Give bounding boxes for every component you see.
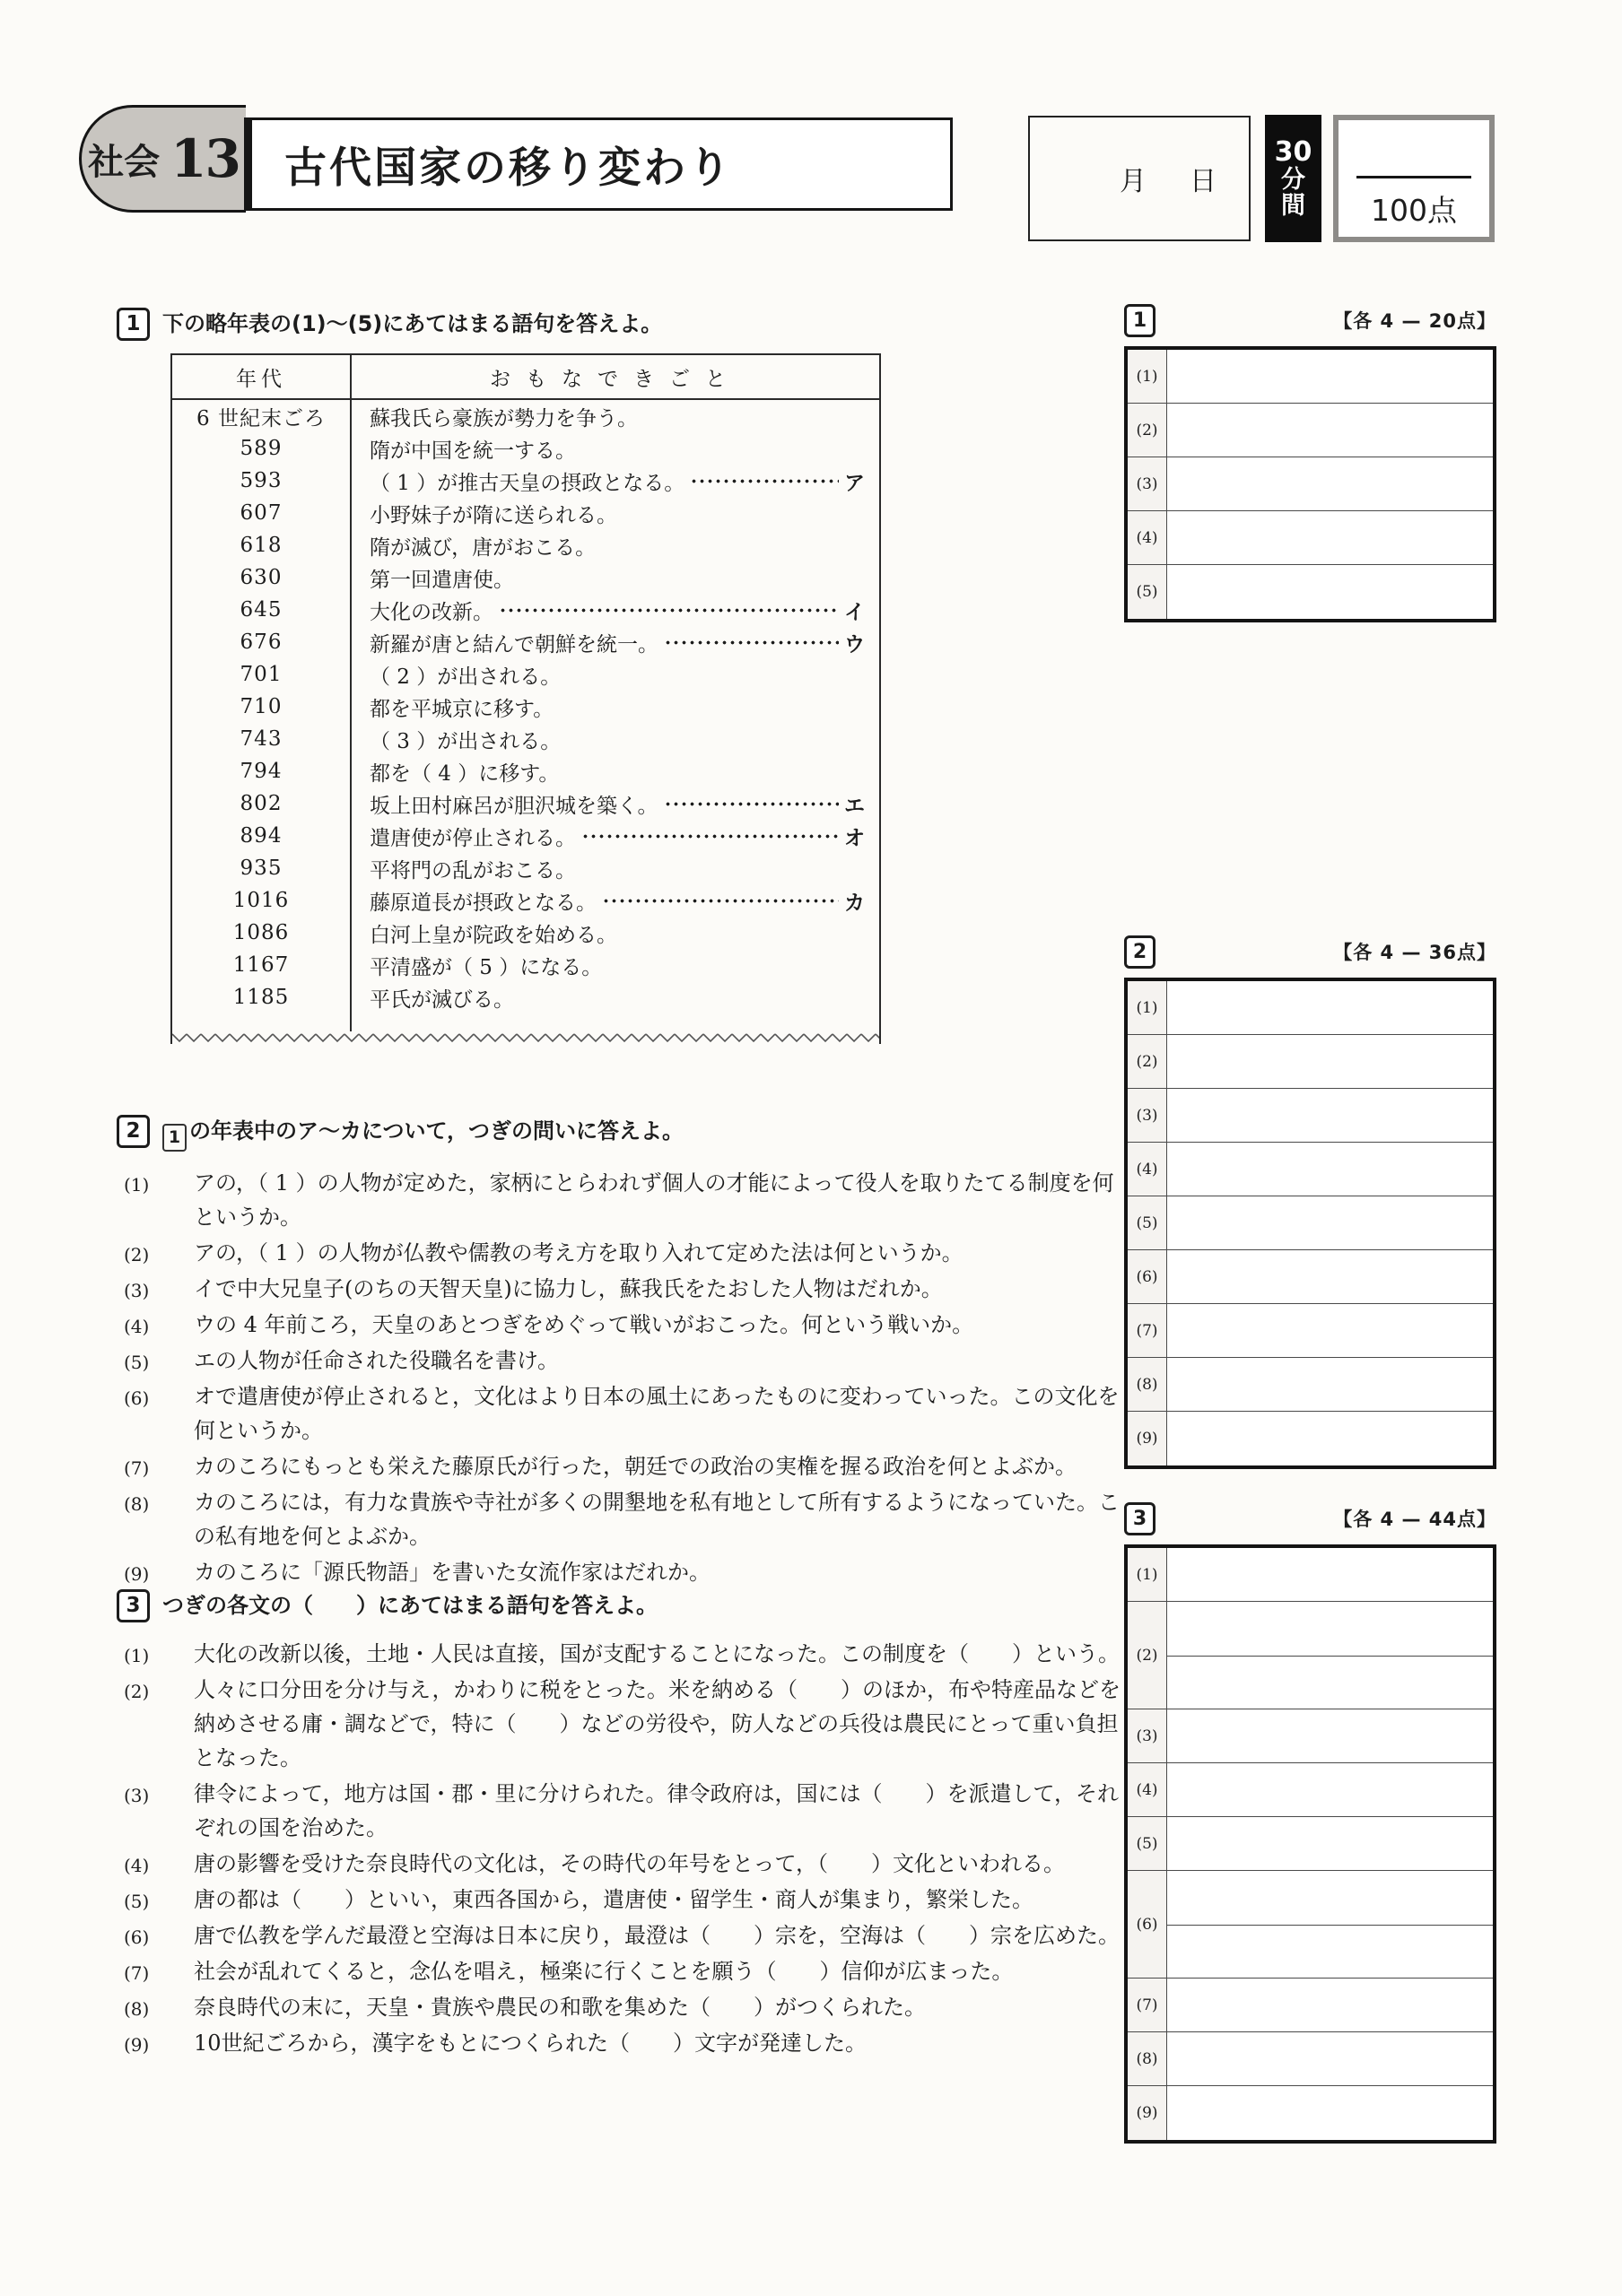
question — [117, 1344, 1127, 1378]
timeline-event — [352, 981, 879, 1013]
timeline-row — [172, 561, 879, 594]
section-2 — [117, 1115, 1127, 1591]
question-text: エの人物が任命された役職名を書け。 — [194, 1348, 560, 1373]
timeline-event — [352, 658, 879, 691]
answer-box-2-score: 【各 4 — 36点】 — [1333, 942, 1496, 963]
answer-cell[interactable] — [1167, 1817, 1493, 1870]
dotted-leader — [664, 801, 839, 807]
question-text: 唐の影響を受けた奈良時代の文化は，その時代の年号をとって，（ ）文化といわれる。 — [194, 1851, 1066, 1876]
answer-row-label: (7) — [1128, 1304, 1167, 1357]
question-text: アの，（ 1 ）の人物が定めた，家柄にとらわれず個人の才能によって役人を取りたてる制度を何というか。 — [194, 1170, 1114, 1230]
section-3-prompt: つぎの各文の（ ）にあてはまる語句を答えよ。 — [162, 1593, 658, 1618]
question — [117, 1883, 1127, 1917]
answer-cell[interactable] — [1167, 350, 1493, 403]
question-number: (9) — [124, 2034, 150, 2056]
answer-row-label: (5) — [1128, 565, 1167, 619]
answer-row — [1128, 1304, 1493, 1358]
answer-cell[interactable] — [1167, 1412, 1493, 1465]
question — [117, 2026, 1127, 2060]
section-3 — [117, 1589, 1127, 2062]
question — [117, 1308, 1127, 1342]
timeline-row — [172, 691, 879, 723]
question — [117, 1777, 1127, 1845]
title-box — [244, 117, 953, 211]
timeline-row — [172, 981, 879, 1013]
question-text: 奈良時代の末に，天皇・貴族や農民の和歌を集めた（ ）がつくられた。 — [194, 1995, 926, 2020]
subject-pill — [79, 105, 246, 213]
answer-row-label: (2) — [1128, 1035, 1167, 1088]
timeline-row — [172, 787, 879, 820]
timeline-event-text: 第一回遣唐使。 — [370, 568, 514, 592]
question-number: (3) — [124, 1280, 150, 1301]
answer-box-2 — [1124, 935, 1496, 1469]
answer-box-1 — [1124, 303, 1496, 622]
timeline-event-text: 平将門の乱がおこる。 — [370, 858, 576, 883]
answer-box-3-score: 【各 4 — 44点】 — [1333, 1509, 1496, 1530]
timeline-event — [352, 400, 879, 432]
timeline-event-text: 平氏が滅びる。 — [370, 987, 514, 1012]
question-number: (3) — [124, 1785, 150, 1806]
section-2-questions — [117, 1166, 1127, 1589]
timeline-event — [352, 884, 879, 917]
section-2-prompt-line — [162, 1115, 684, 1152]
timeline-event-text: 都を平城京に移す。 — [370, 697, 554, 721]
timeline-table — [170, 353, 881, 1044]
answer-cell[interactable] — [1167, 2086, 1493, 2140]
answer-row — [1128, 1412, 1493, 1465]
timeline-year: 645 — [172, 594, 352, 626]
answer-row-label: (4) — [1128, 1143, 1167, 1196]
section-3-questions — [117, 1637, 1127, 2060]
answer-cell[interactable] — [1167, 457, 1493, 510]
timeline-year: 6 世紀末ごろ — [172, 400, 352, 432]
timeline-year: 607 — [172, 497, 352, 529]
timeline-event — [352, 594, 879, 626]
timeline-year: 1185 — [172, 981, 352, 1013]
timeline-event-text: 遣唐使が停止される。 — [370, 826, 576, 850]
timeline-ref-letter: ウ — [844, 632, 865, 657]
timeline-event-text: 新羅が唐と結んで朝鮮を統一。 — [370, 632, 658, 657]
answer-cell[interactable] — [1167, 981, 1493, 1034]
answer-box-2-header — [1124, 935, 1496, 969]
timeline-event-text: （ 2 ）が出される。 — [370, 665, 562, 689]
timeline-event — [352, 626, 879, 658]
section-3-header — [117, 1589, 1127, 1622]
section-2-prompt: の年表中のア〜カについて，つぎの問いに答えよ。 — [189, 1118, 685, 1144]
timeline-row — [172, 820, 879, 852]
timeline-event-text: 隋が滅び，唐がおこる。 — [370, 535, 597, 560]
timeline-event — [352, 691, 879, 723]
question — [117, 1847, 1127, 1881]
question — [117, 1485, 1127, 1553]
answer-row — [1128, 1035, 1493, 1089]
answer-cell[interactable] — [1167, 1304, 1493, 1357]
question-number: (8) — [124, 1493, 150, 1515]
answer-box-3-table — [1124, 1544, 1496, 2144]
timeline-event-text: 都を（ 4 ）に移す。 — [370, 761, 560, 786]
question-number: (7) — [124, 1457, 150, 1479]
timeline-col-year-header: 年代 — [172, 355, 352, 398]
answer-box-3 — [1124, 1501, 1496, 2144]
question-text: 人々に口分田を分け与え，かわりに税をとった。米を納める（ ）のほか，布や特産品などを納めさせる庸・調などで，特に（ ）などの労役や，防人などの兵役は農民にとって重い負担となった。 — [194, 1677, 1121, 1770]
timeline-row — [172, 594, 879, 626]
answer-row-label: (9) — [1128, 1412, 1167, 1465]
question — [117, 1954, 1127, 1988]
section-1-prompt: 下の略年表の(1)〜(5)にあてはまる語句を答えよ。 — [162, 311, 663, 336]
timeline-row — [172, 917, 879, 949]
answer-row-label: (6) — [1128, 1871, 1167, 1978]
timeline-event-text: 蘇我氏ら豪族が勢力を争う。 — [370, 406, 638, 430]
timeline-year: 593 — [172, 465, 352, 497]
answer-box-3-number: 3 — [1124, 1502, 1155, 1535]
timeline-spacer — [172, 1013, 879, 1031]
question-number: (9) — [124, 1563, 150, 1585]
timeline-row — [172, 497, 879, 529]
timeline-event — [352, 723, 879, 755]
question-number: (8) — [124, 1998, 150, 2020]
question-number: (6) — [124, 1926, 150, 1948]
answer-box-1-table — [1124, 346, 1496, 622]
timeline-row — [172, 529, 879, 561]
answer-row — [1128, 565, 1493, 619]
answer-cell[interactable] — [1167, 1196, 1493, 1249]
question-text: 社会が乱れてくると，念仏を唱え，極楽に行くことを願う（ ）信仰が広まった。 — [194, 1959, 1014, 1984]
question — [117, 1637, 1127, 1671]
question-number: (4) — [124, 1316, 150, 1337]
timeline-row — [172, 658, 879, 691]
timeline-event-text: 小野妹子が隋に送られる。 — [370, 503, 617, 527]
answer-row — [1128, 1089, 1493, 1143]
timeline-event — [352, 787, 879, 820]
timeline-table-wrap — [170, 353, 881, 1044]
section-3-number-box: 3 — [117, 1589, 150, 1622]
timeline-year: 630 — [172, 561, 352, 594]
answer-cell[interactable] — [1167, 1602, 1493, 1709]
dotted-leader — [690, 478, 839, 484]
timeline-year: 1086 — [172, 917, 352, 949]
answer-row-label: (2) — [1128, 1602, 1167, 1709]
answer-row — [1128, 1979, 1493, 2032]
answer-cell-divider — [1167, 1656, 1493, 1657]
answer-row-label: (1) — [1128, 350, 1167, 403]
timeline-event-text: 平清盛が（ 5 ）になる。 — [370, 955, 603, 979]
answer-row — [1128, 1871, 1493, 1979]
timeline-year: 802 — [172, 787, 352, 820]
answer-box-2-table — [1124, 978, 1496, 1469]
answer-row — [1128, 1358, 1493, 1412]
answer-row — [1128, 1709, 1493, 1763]
answer-row — [1128, 350, 1493, 404]
day-label: 日 — [1190, 166, 1216, 197]
question-text: カのころにもっとも栄えた藤原氏が行った，朝廷での政治の実権を握る政治を何とよぶか。 — [194, 1454, 1077, 1479]
timeline-year: 589 — [172, 432, 352, 465]
timeline-row — [172, 400, 879, 432]
question — [117, 1236, 1127, 1270]
answer-cell[interactable] — [1167, 565, 1493, 619]
dotted-leader — [602, 898, 839, 904]
question — [117, 1272, 1127, 1306]
question-number: (2) — [124, 1681, 150, 1702]
answer-cell[interactable] — [1167, 1709, 1493, 1762]
answer-row-label: (8) — [1128, 1358, 1167, 1411]
timeline-rows — [172, 400, 879, 1013]
answer-cell[interactable] — [1167, 1035, 1493, 1088]
answer-row — [1128, 1817, 1493, 1871]
answer-cell[interactable] — [1167, 2032, 1493, 2085]
timeline-row — [172, 852, 879, 884]
timeline-divider-stub — [172, 1013, 352, 1031]
timeline-event-text: （ 1 ）が推古天皇の摂政となる。 — [370, 471, 685, 495]
answer-cell[interactable] — [1167, 1871, 1493, 1978]
question-number: (1) — [124, 1174, 150, 1196]
answer-row-label: (1) — [1128, 1548, 1167, 1601]
answer-box-3-header — [1124, 1501, 1496, 1535]
timeline-year: 676 — [172, 626, 352, 658]
question — [117, 1990, 1127, 2024]
timeline-event — [352, 820, 879, 852]
question — [117, 1555, 1127, 1589]
month-label: 月 — [1120, 166, 1147, 197]
timeline-row — [172, 723, 879, 755]
timeline-header-row — [172, 355, 879, 400]
answer-row — [1128, 457, 1493, 511]
section-2-number-box: 2 — [117, 1115, 150, 1148]
answer-row — [1128, 1143, 1493, 1196]
answer-box-2-number: 2 — [1124, 935, 1155, 969]
question-text: オで遣唐使が停止されると，文化はより日本の風土にあったものに変わっていった。この文化を何というか。 — [194, 1384, 1120, 1443]
score-box[interactable] — [1333, 115, 1495, 242]
timeline-year: 710 — [172, 691, 352, 723]
timeline-ref-letter: ア — [844, 471, 865, 495]
answer-row-label: (5) — [1128, 1817, 1167, 1870]
answer-row-label: (2) — [1128, 404, 1167, 457]
question-text: カのころには，有力な貴族や寺社が多くの開墾地を私有地として所有するようになっていた。この私有地を何とよぶか。 — [194, 1490, 1120, 1549]
question-text: アの，（ 1 ）の人物が仏教や儒教の考え方を取り入れて定めた法は何というか。 — [194, 1240, 964, 1265]
answer-cell[interactable] — [1167, 1250, 1493, 1303]
answer-cell[interactable] — [1167, 511, 1493, 564]
question — [117, 1449, 1127, 1483]
time-limit-badge — [1265, 115, 1321, 242]
score-total-label: 100点 — [1371, 193, 1457, 228]
timeline-row — [172, 432, 879, 465]
subject-number: 13 — [170, 128, 240, 189]
question-text: カのころに「源氏物語」を書いた女流作家はだれか。 — [194, 1560, 711, 1585]
timeline-event — [352, 755, 879, 787]
timeline-event — [352, 561, 879, 594]
timeline-event — [352, 949, 879, 981]
question-number: (1) — [124, 1645, 150, 1666]
timeline-year: 743 — [172, 723, 352, 755]
score-entry-line — [1356, 176, 1471, 178]
timeline-year: 701 — [172, 658, 352, 691]
timeline-row — [172, 626, 879, 658]
time-limit-unit-2: 間 — [1281, 192, 1305, 221]
answer-row-label: (3) — [1128, 1709, 1167, 1762]
timeline-year: 1016 — [172, 884, 352, 917]
answer-row — [1128, 1548, 1493, 1602]
timeline-event-text: 白河上皇が院政を始める。 — [370, 923, 617, 947]
section-2-header — [117, 1115, 1127, 1152]
section-1-number-box: 1 — [117, 308, 150, 341]
section-1-reference-box: 1 — [162, 1124, 187, 1152]
answer-row-label: (7) — [1128, 1979, 1167, 2031]
answer-row-label: (3) — [1128, 457, 1167, 510]
question-number: (4) — [124, 1855, 150, 1876]
timeline-event — [352, 852, 879, 884]
question — [117, 1918, 1127, 1952]
answer-row — [1128, 1250, 1493, 1304]
timeline-event-text: （ 3 ）が出される。 — [370, 729, 562, 753]
question-number: (7) — [124, 1962, 150, 1984]
timeline-event — [352, 917, 879, 949]
timeline-event-text: 坂上田村麻呂が胆沢城を築く。 — [370, 794, 658, 818]
page-title: 古代国家の移り変わり — [284, 143, 733, 193]
timeline-event — [352, 497, 879, 529]
timeline-year: 794 — [172, 755, 352, 787]
answer-row — [1128, 2032, 1493, 2086]
timeline-row — [172, 949, 879, 981]
answer-row — [1128, 981, 1493, 1035]
timeline-row — [172, 755, 879, 787]
answer-row-label: (1) — [1128, 981, 1167, 1034]
question — [117, 1379, 1127, 1448]
answer-row-label: (4) — [1128, 511, 1167, 564]
answer-row — [1128, 404, 1493, 457]
question-number: (2) — [124, 1244, 150, 1265]
question-text: 大化の改新以後，土地・人民は直接，国が支配することになった。この制度を（ ）という。 — [194, 1641, 1120, 1666]
question-text: 唐の都は（ ）といい，東西各国から，遣唐使・留学生・商人が集まり，繁栄した。 — [194, 1887, 1033, 1912]
timeline-event — [352, 465, 879, 497]
question-number: (5) — [124, 1891, 150, 1912]
answer-row — [1128, 1196, 1493, 1250]
timeline-event-text: 藤原道長が摂政となる。 — [370, 891, 597, 915]
answer-row-label: (6) — [1128, 1250, 1167, 1303]
answer-row — [1128, 2086, 1493, 2140]
subject-label: 社会 — [88, 141, 161, 183]
answer-row-label: (3) — [1128, 1089, 1167, 1142]
answer-box-1-score: 【各 4 — 20点】 — [1333, 310, 1496, 332]
dotted-leader — [499, 607, 839, 613]
timeline-ref-letter: オ — [844, 826, 865, 850]
question-number: (6) — [124, 1387, 150, 1409]
answer-row-label: (8) — [1128, 2032, 1167, 2085]
timeline-row — [172, 884, 879, 917]
date-fill-in-box[interactable] — [1028, 116, 1251, 241]
answer-row — [1128, 1763, 1493, 1817]
timeline-event-text: 大化の改新。 — [370, 600, 493, 624]
timeline-col-event-header: おもなできごと — [490, 367, 741, 391]
answer-cell[interactable] — [1167, 1548, 1493, 1601]
question-text: 唐で仏教を学んだ最澄と空海は日本に戻り，最澄は（ ）宗を，空海は（ ）宗を広めた。 — [194, 1923, 1120, 1948]
timeline-year: 618 — [172, 529, 352, 561]
timeline-year: 1167 — [172, 949, 352, 981]
answer-box-1-number: 1 — [1124, 304, 1155, 337]
question-text: 10世紀ごろから，漢字をもとにつくられた（ ）文字が発達した。 — [194, 2031, 868, 2056]
question-text: 律令によって，地方は国・郡・里に分けられた。律令政府は，国には（ ）を派遣して，それぞれの国を治めた。 — [194, 1781, 1120, 1840]
answer-row-label: (4) — [1128, 1763, 1167, 1816]
timeline-year: 935 — [172, 852, 352, 884]
answer-cell[interactable] — [1167, 1089, 1493, 1142]
answer-row — [1128, 1602, 1493, 1709]
torn-edge-zigzag — [172, 1031, 879, 1044]
question — [117, 1166, 1127, 1234]
timeline-event — [352, 432, 879, 465]
section-1-header — [117, 308, 1127, 341]
question-text: イで中大兄皇子(のちの天智天皇)に協力し，蘇我氏をたおした人物はだれか。 — [194, 1276, 943, 1301]
timeline-row — [172, 465, 879, 497]
answer-box-1-header — [1124, 303, 1496, 337]
question-number: (5) — [124, 1352, 150, 1373]
answer-row — [1128, 511, 1493, 565]
time-limit-minutes: 30 — [1274, 135, 1312, 168]
answer-cell[interactable] — [1167, 1358, 1493, 1411]
question-text: ウの 4 年前ころ，天皇のあとつぎをめぐって戦いがおこった。何という戦いか。 — [194, 1312, 974, 1337]
answer-cell[interactable] — [1167, 1143, 1493, 1196]
timeline-event — [352, 529, 879, 561]
answer-cell[interactable] — [1167, 1763, 1493, 1816]
answer-cell-divider — [1167, 1925, 1493, 1926]
timeline-ref-letter: カ — [844, 891, 865, 915]
time-limit-unit-1: 分 — [1281, 166, 1305, 195]
section-1 — [117, 308, 1127, 1044]
question — [117, 1673, 1127, 1775]
answer-row-label: (5) — [1128, 1196, 1167, 1249]
timeline-year: 894 — [172, 820, 352, 852]
dotted-leader — [664, 639, 839, 646]
timeline-event-text: 隋が中国を統一する。 — [370, 439, 576, 463]
timeline-ref-letter: イ — [844, 600, 865, 624]
timeline-ref-letter: エ — [844, 794, 865, 818]
answer-row-label: (9) — [1128, 2086, 1167, 2140]
answer-cell[interactable] — [1167, 1979, 1493, 2031]
dotted-leader — [581, 833, 839, 839]
answer-cell[interactable] — [1167, 404, 1493, 457]
